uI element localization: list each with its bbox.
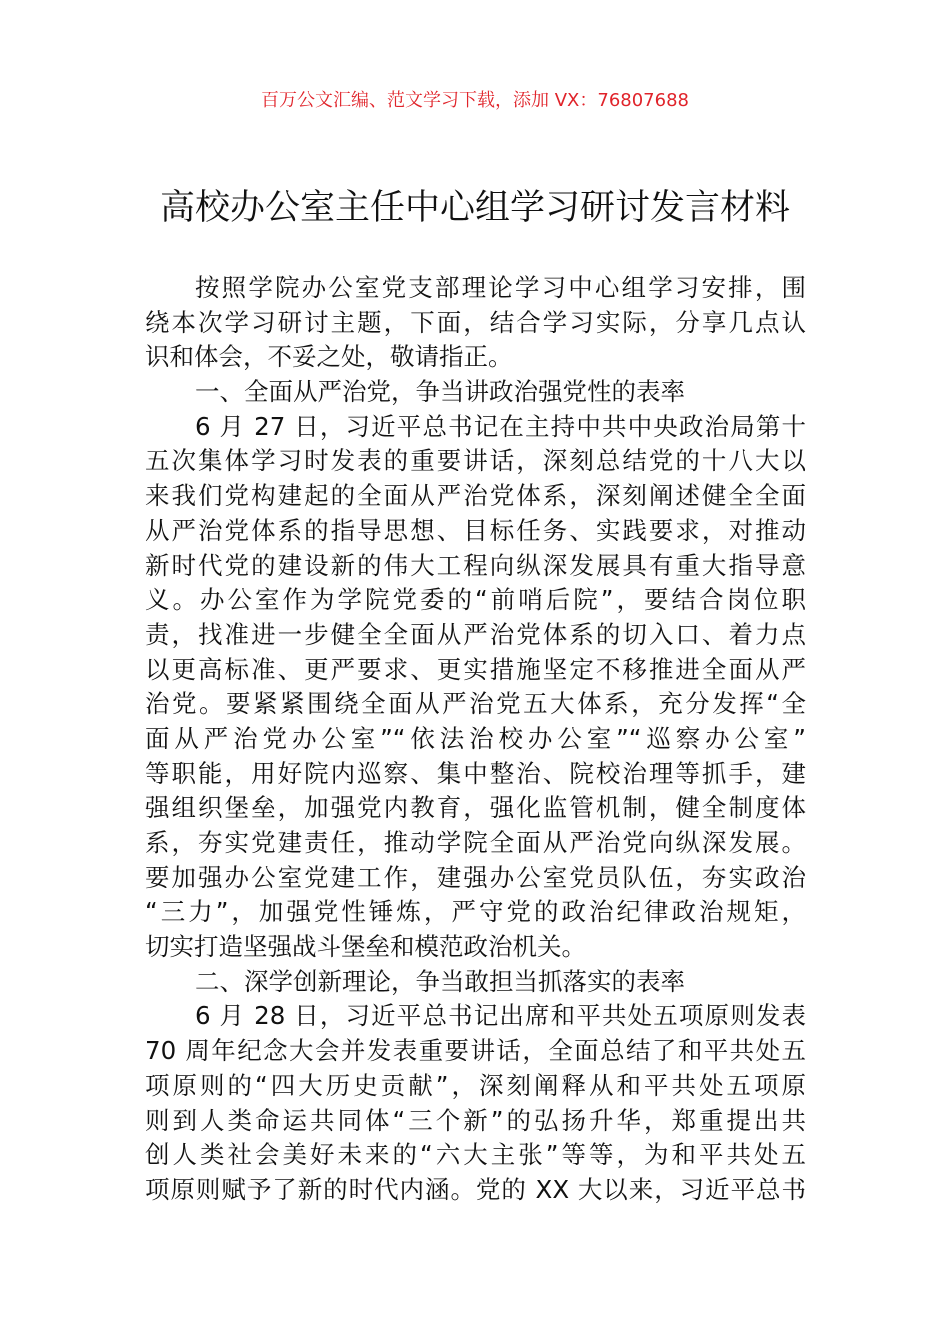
text-line: 识和体会，不妥之处，敬请指正。: [145, 342, 513, 372]
text-line: 按照学院办公室党支部理论学习中心组学习安排，围: [195, 273, 806, 302]
text-line: 强组织堡垒，加强党内教育，强化监管机制，健全制度体: [145, 793, 806, 823]
paragraph: [145, 271, 806, 375]
paragraph: [145, 999, 806, 1207]
text-line: 6 月 28 日，习近平总书记出席和平共处五项原则发表: [195, 1001, 806, 1031]
text-line: 以更高标准、更严要求、更实措施坚定不移推进全面从严: [145, 654, 806, 684]
text-line: 新时代党的建设新的伟大工程向纵深发展具有重大指导意: [145, 550, 806, 580]
text-line: 项原则赋予了新的时代内涵。党的 XX 大以来，习近平总书: [145, 1174, 806, 1204]
text-line: 6 月 27 日，习近平总书记在主持中共中央政治局第十: [195, 411, 806, 441]
section-heading: [145, 965, 806, 1000]
text-line: 创人类社会美好未来的“六大主张”等等，为和平共处五: [145, 1140, 806, 1170]
text-line: 五次集体学习时发表的重要讲话，深刻总结党的十八大以: [145, 446, 806, 476]
text-line: 系，夯实党建责任，推动学院全面从严治党向纵深发展。: [145, 828, 806, 857]
text-line: 来我们党构建起的全面从严治党体系，深刻阐述健全全面: [145, 481, 806, 511]
text-line: 则到人类命运共同体“三个新”的弘扬升华，郑重提出共: [145, 1105, 806, 1135]
text-line: 二、深学创新理论，争当敢担当抓落实的表率: [195, 966, 685, 996]
text-line: 绕本次学习研讨主题，下面，结合学习实际，分享几点认: [145, 307, 806, 337]
text-line: 从严治党体系的指导思想、目标任务、实践要求，对推动: [145, 515, 806, 545]
text-line: 项原则的“四大历史贡献”，深刻阐释从和平共处五项原: [145, 1070, 806, 1100]
document-title: 高校办公室主任中心组学习研讨发言材料: [159, 188, 790, 228]
text-line: 治党。要紧紧围绕全面从严治党五大体系，充分发挥“全: [145, 689, 806, 719]
text-line: “三力”，加强党性锤炼，严守党的政治纪律政治规矩，: [145, 897, 806, 927]
text-line: 面从严治党办公室”“依法治校办公室”“巡察办公室”: [145, 723, 806, 753]
watermark-banner: 百万公文汇编、范文学习下载，添加 VX：76807688: [261, 90, 689, 111]
paragraph: [145, 410, 806, 965]
text-line: 义。办公室作为学院党委的“前哨后院”，要结合岗位职: [145, 585, 806, 615]
text-line: 要加强办公室党建工作，建强办公室党员队伍，夯实政治: [145, 862, 806, 892]
text-line: 一、全面从严治党，争当讲政治强党性的表率: [195, 377, 685, 407]
section-heading: [145, 375, 806, 410]
text-line: 切实打造坚强战斗堡垒和模范政治机关。: [145, 932, 586, 962]
text-line: 责，找准进一步健全全面从严治党体系的切入口、着力点: [145, 619, 806, 649]
text-line: 等职能，用好院内巡察、集中整治、院校治理等抓手，建: [145, 758, 806, 788]
document-body: [145, 271, 806, 1208]
text-line: 70 周年纪念大会并发表重要讲话，全面总结了和平共处五: [145, 1036, 806, 1066]
